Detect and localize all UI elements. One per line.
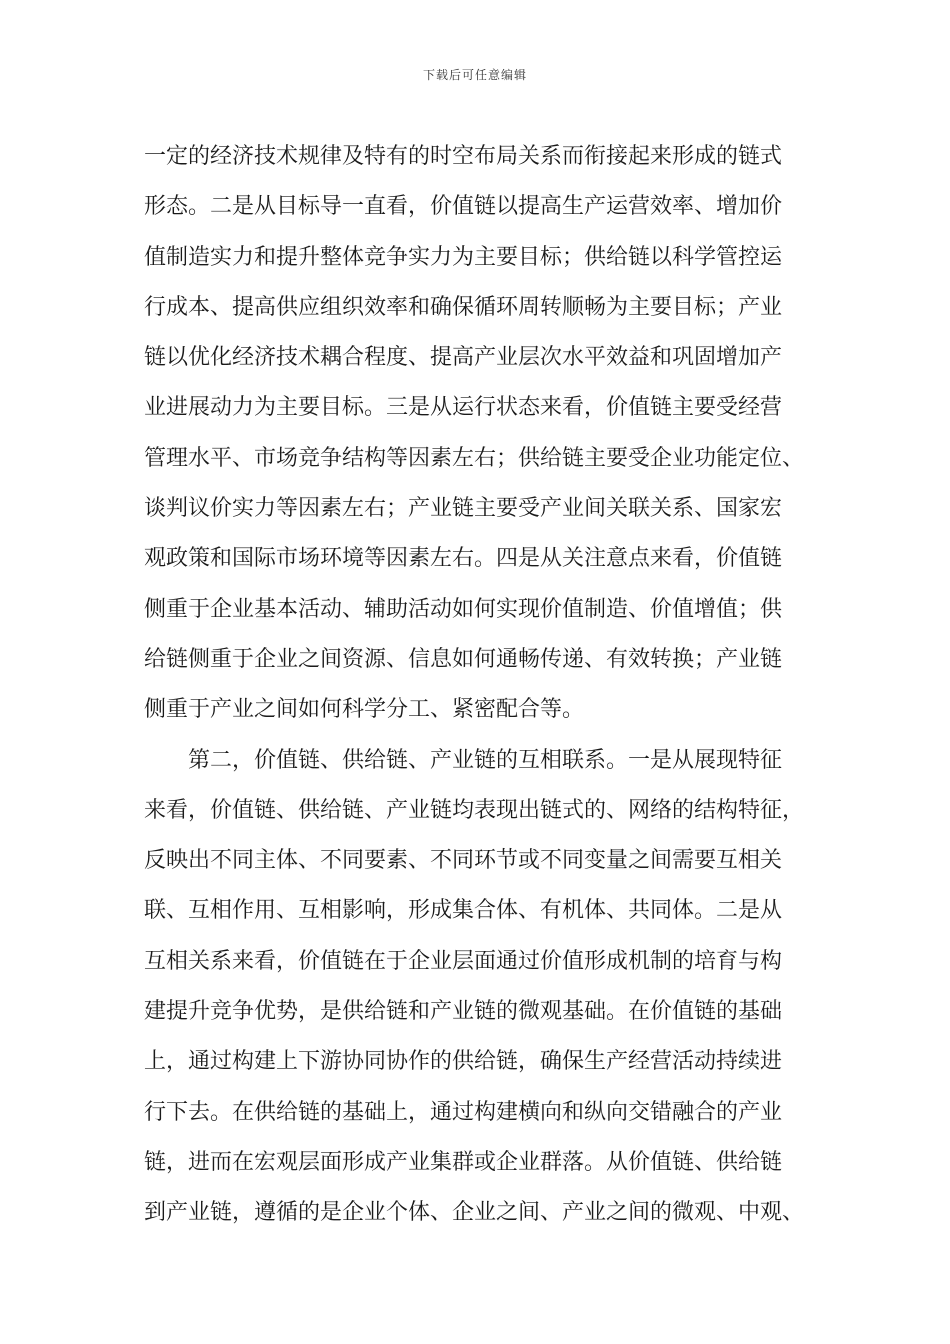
text-line: 形态。二是从目标导一直看，价值链以提高生产运营效率、增加价 — [144, 194, 783, 220]
text-line: 行成本、提高供应组织效率和确保循环周转顺畅为主要目标；产业 — [144, 294, 783, 320]
text-line: 反映出不同主体、不同要素、不同环节或不同变量之间需要互相关 — [144, 848, 783, 874]
text-line: 给链侧重于企业之间资源、信息如何通畅传递、有效转换；产业链 — [144, 646, 783, 672]
text-line: 管理水平、市场竞争结构等因素左右；供给链主要受企业功能定位、 — [144, 445, 805, 471]
paragraph-start-line: 第二，价值链、供给链、产业链的互相联系。一是从展现特征 — [188, 747, 783, 773]
body-text — [144, 132, 834, 1239]
text-line: 侧重于企业基本活动、辅助活动如何实现价值制造、价值增值；供 — [144, 596, 783, 622]
text-line: 行下去。在供给链的基础上，通过构建横向和纵向交错融合的产业 — [144, 1099, 783, 1125]
text-line: 一定的经济技术规律及特有的时空布局关系而衔接起来形成的链式 — [144, 144, 783, 169]
text-line: 观政策和国际市场环境等因素左右。四是从关注意点来看，价值链 — [144, 546, 783, 572]
text-line: 侧重于产业之间如何科学分工、紧密配合等。 — [144, 697, 585, 723]
text-line: 链以优化经济技术耦合程度、提高产业层次水平效益和巩固增加产 — [144, 345, 783, 371]
text-line: 互相关系来看，价值链在于企业层面通过价值形成机制的培育与构 — [144, 948, 783, 974]
text-line: 谈判议价实力等因素左右；产业链主要受产业间关联关系、国家宏 — [144, 496, 783, 522]
text-line: 上，通过构建上下游协同协作的供给链，确保生产经营活动持续进 — [144, 1049, 783, 1075]
text-line: 值制造实力和提升整体竞争实力为主要目标；供给链以科学管控运 — [144, 244, 783, 270]
text-line: 建提升竞争优势，是供给链和产业链的微观基础。在价值链的基础 — [144, 999, 783, 1025]
text-line: 链，进而在宏观层面形成产业集群或企业群落。从价值链、供给链 — [144, 1149, 783, 1175]
text-line: 到产业链，遵循的是企业个体、企业之间、产业之间的微观、中观、 — [144, 1200, 805, 1226]
text-line: 业进展动力为主要目标。三是从运行状态来看，价值链主要受经营 — [144, 395, 783, 421]
text-line: 来看，价值链、供给链、产业链均表现出链式的、网络的结构特征， — [144, 797, 805, 823]
text-line: 联、互相作用、互相影响，形成集合体、有机体、共同体。二是从 — [144, 898, 783, 924]
header-note: 下载后可任意编辑 — [422, 68, 527, 82]
